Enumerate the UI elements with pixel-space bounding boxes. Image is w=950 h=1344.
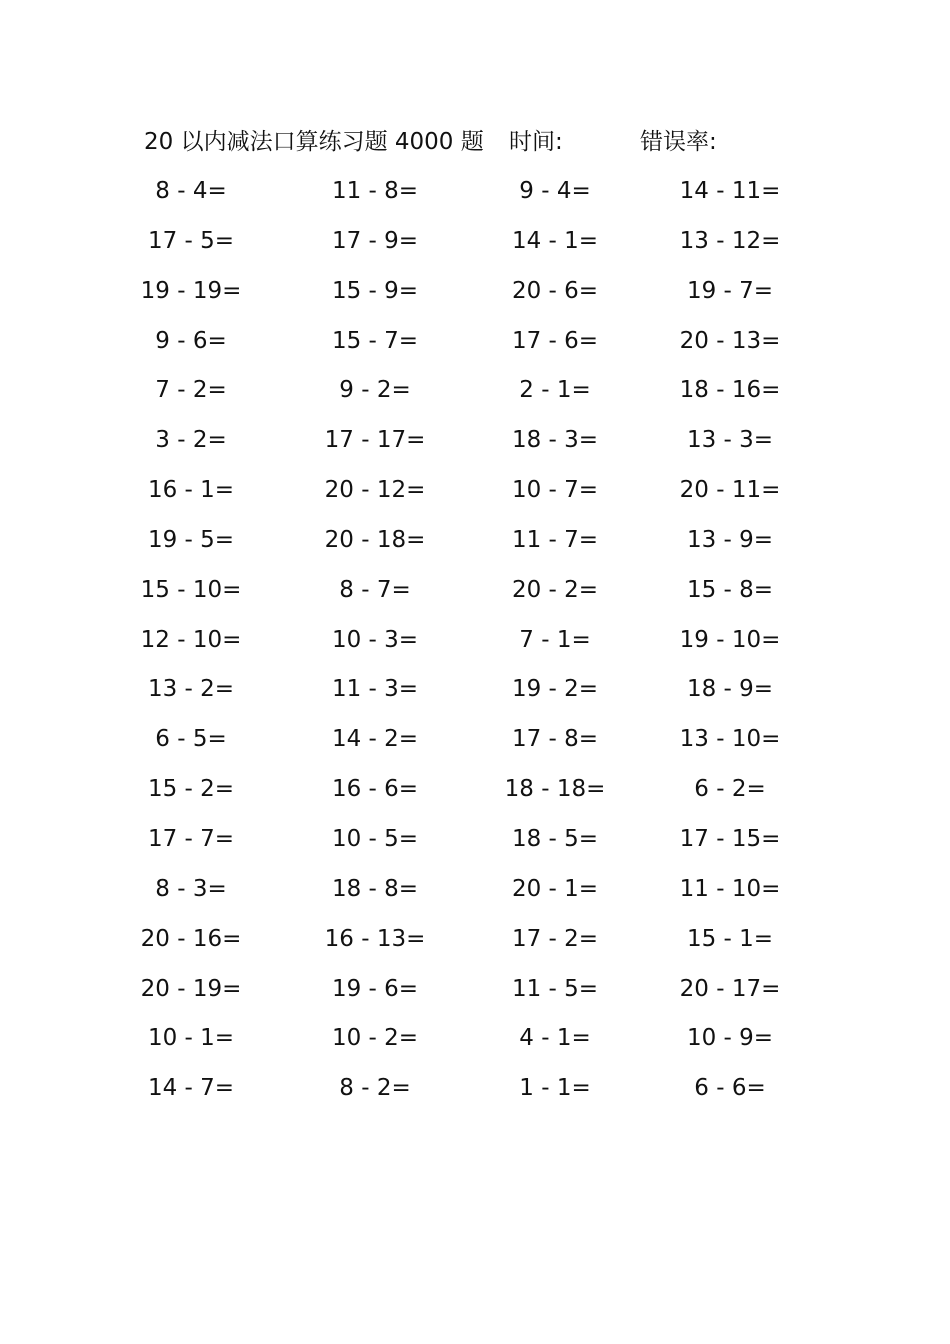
subtraction-problem: 13 - 9= (686, 526, 774, 553)
subtraction-problem: 20 - 19= (140, 975, 242, 1002)
subtraction-problem: 7 - 1= (519, 626, 591, 653)
problem-row (0, 468, 950, 518)
subtraction-problem: 9 - 6= (155, 327, 227, 354)
subtraction-problem: 14 - 7= (147, 1075, 235, 1102)
subtraction-problem: 17 - 5= (147, 227, 235, 254)
problem-row (0, 867, 950, 917)
subtraction-problem: 17 - 2= (511, 925, 599, 952)
subtraction-problem: 6 - 5= (155, 726, 227, 753)
subtraction-problem: 11 - 3= (331, 676, 419, 703)
subtraction-problem: 19 - 2= (511, 676, 599, 703)
problem-row (0, 618, 950, 668)
subtraction-problem: 18 - 9= (686, 676, 774, 703)
subtraction-problem: 17 - 8= (511, 726, 599, 753)
error-rate-label: 错误率: (640, 129, 717, 155)
subtraction-problem: 19 - 6= (331, 975, 419, 1002)
subtraction-problem: 16 - 6= (331, 776, 419, 803)
subtraction-problem: 17 - 9= (331, 227, 419, 254)
subtraction-problem: 10 - 2= (331, 1025, 419, 1052)
subtraction-problem: 20 - 6= (511, 277, 599, 304)
problem-row (0, 1066, 950, 1116)
subtraction-problem: 14 - 11= (679, 178, 781, 204)
subtraction-problem: 3 - 2= (155, 427, 227, 454)
subtraction-problem: 8 - 3= (155, 875, 227, 902)
subtraction-problem: 15 - 8= (686, 576, 774, 603)
subtraction-problem: 4 - 1= (519, 1025, 591, 1052)
subtraction-problem: 13 - 3= (686, 427, 774, 454)
subtraction-problem: 10 - 7= (511, 477, 599, 504)
subtraction-problem: 18 - 8= (331, 875, 419, 902)
subtraction-problem: 13 - 10= (679, 726, 781, 753)
subtraction-problem: 15 - 7= (331, 327, 419, 354)
problem-row (0, 917, 950, 967)
subtraction-problem: 18 - 16= (679, 377, 781, 404)
problem-row (0, 1016, 950, 1066)
subtraction-problem: 17 - 6= (511, 327, 599, 354)
problem-row (0, 319, 950, 369)
problem-row (0, 169, 950, 219)
subtraction-problem: 14 - 2= (331, 726, 419, 753)
problem-row (0, 967, 950, 1017)
subtraction-problem: 10 - 3= (331, 626, 419, 653)
subtraction-problem: 15 - 2= (147, 776, 235, 803)
subtraction-problem: 10 - 9= (686, 1025, 774, 1052)
subtraction-problem: 10 - 5= (331, 825, 419, 852)
subtraction-problem: 14 - 1= (511, 227, 599, 254)
subtraction-problem: 18 - 18= (504, 776, 606, 803)
subtraction-problem: 20 - 12= (324, 477, 426, 504)
subtraction-problem: 11 - 5= (511, 975, 599, 1002)
problem-row (0, 418, 950, 468)
subtraction-problem: 19 - 19= (140, 277, 242, 304)
subtraction-problem: 20 - 18= (324, 526, 426, 553)
subtraction-problem: 17 - 15= (679, 825, 781, 852)
subtraction-problem: 16 - 1= (147, 477, 235, 504)
subtraction-problem: 8 - 2= (339, 1075, 411, 1102)
subtraction-problem: 9 - 2= (339, 377, 411, 404)
subtraction-problem: 20 - 1= (511, 875, 599, 902)
subtraction-problem: 20 - 13= (679, 327, 781, 354)
problem-row (0, 817, 950, 867)
subtraction-problem: 2 - 1= (519, 377, 591, 404)
subtraction-problem: 20 - 16= (140, 925, 242, 952)
subtraction-problem: 10 - 1= (147, 1025, 235, 1052)
problem-row (0, 767, 950, 817)
subtraction-problem: 9 - 4= (519, 178, 591, 204)
problem-row (0, 667, 950, 717)
subtraction-problem: 15 - 1= (686, 925, 774, 952)
problem-row (0, 368, 950, 418)
subtraction-problem: 20 - 2= (511, 576, 599, 603)
subtraction-problem: 20 - 17= (679, 975, 781, 1002)
subtraction-problem: 7 - 2= (155, 377, 227, 404)
subtraction-problem: 11 - 10= (679, 875, 781, 902)
subtraction-problem: 1 - 1= (519, 1075, 591, 1102)
subtraction-problem: 13 - 2= (147, 676, 235, 703)
subtraction-problem: 19 - 5= (147, 526, 235, 553)
time-label: 时间: (509, 129, 563, 155)
subtraction-problem: 8 - 7= (339, 576, 411, 603)
subtraction-problem: 18 - 3= (511, 427, 599, 454)
problem-row (0, 219, 950, 269)
subtraction-problem: 17 - 17= (324, 427, 426, 454)
subtraction-problem: 6 - 6= (694, 1075, 766, 1102)
subtraction-problem: 8 - 4= (155, 178, 227, 204)
subtraction-problem: 11 - 8= (331, 178, 419, 204)
worksheet-title: 20 以内减法口算练习题 4000 题 (144, 129, 484, 155)
problem-row (0, 518, 950, 568)
problem-row (0, 568, 950, 618)
subtraction-problem: 19 - 10= (679, 626, 781, 653)
subtraction-problem: 19 - 7= (686, 277, 774, 304)
subtraction-problem: 11 - 7= (511, 526, 599, 553)
subtraction-problem: 13 - 12= (679, 227, 781, 254)
subtraction-problem: 17 - 7= (147, 825, 235, 852)
problem-row (0, 717, 950, 767)
worksheet-header (0, 122, 950, 162)
subtraction-problem: 18 - 5= (511, 825, 599, 852)
subtraction-problem: 20 - 11= (679, 477, 781, 504)
subtraction-problem: 15 - 10= (140, 576, 242, 603)
subtraction-problem: 16 - 13= (324, 925, 426, 952)
problem-grid (0, 169, 950, 1116)
subtraction-problem: 15 - 9= (331, 277, 419, 304)
problem-row (0, 269, 950, 319)
subtraction-problem: 6 - 2= (694, 776, 766, 803)
subtraction-problem: 12 - 10= (140, 626, 242, 653)
